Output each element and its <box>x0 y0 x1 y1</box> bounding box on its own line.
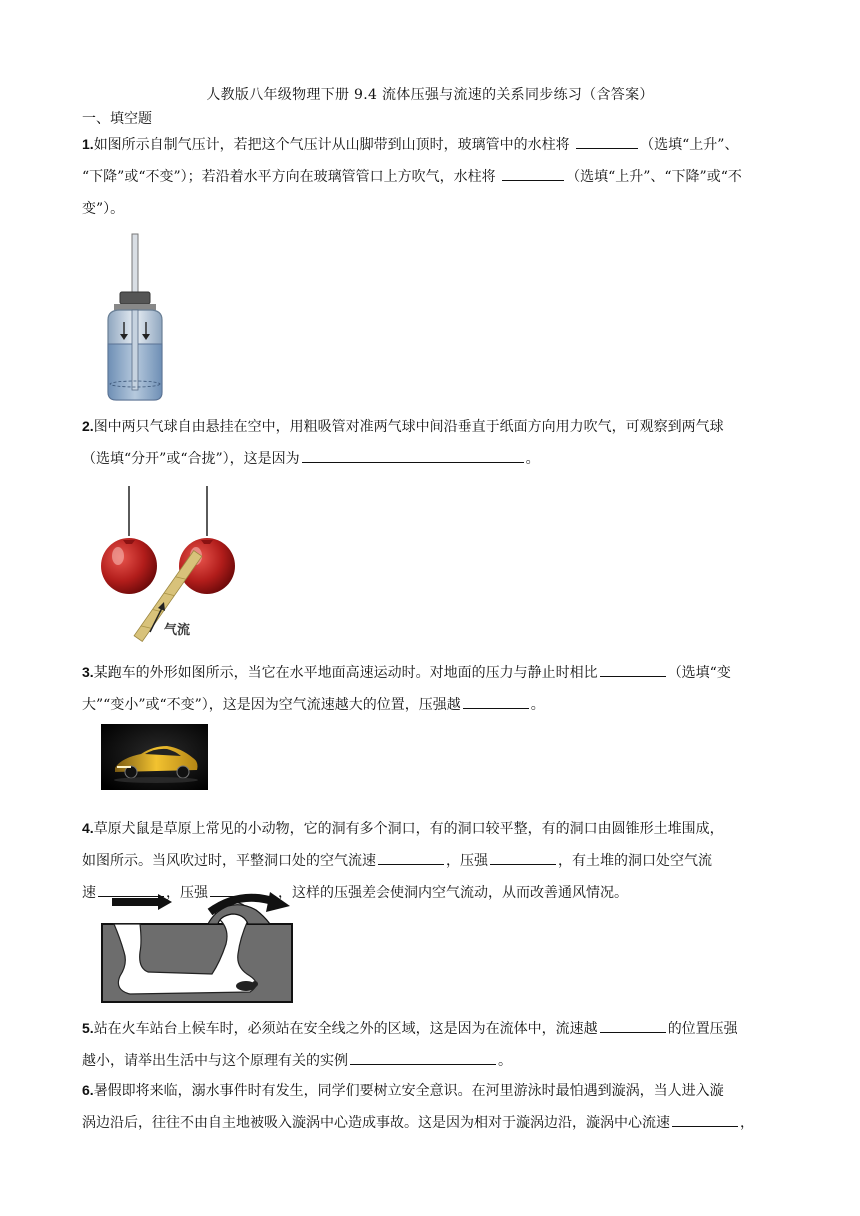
question-number: 3. <box>82 664 94 680</box>
question-line: 6.暑假即将来临，溺水事件时有发生，同学们要树立安全意识。在河里游泳时最怕遇到漩涡，当人进入漩 <box>82 1082 724 1099</box>
question-line: 3.某跑车的外形如图所示，当它在水平地面高速运动时。对地面的压力与静止时相比 （选填“变 <box>82 664 731 681</box>
section-heading: 一、填空题 <box>82 111 152 127</box>
answer-blank[interactable] <box>502 166 564 181</box>
answer-blank[interactable] <box>463 694 529 709</box>
question-line: 大”“变小”或“不变”），这是因为空气流速越大的位置，压强越 。 <box>82 689 782 721</box>
question-line: 变”）。 <box>82 201 125 217</box>
barometer-bottle-figure <box>100 232 170 404</box>
question-number: 6. <box>82 1082 94 1098</box>
question-line: （选填“分开”或“合拢”），这是因为 。 <box>82 443 782 475</box>
wind-arrow-icon <box>158 894 172 910</box>
answer-blank[interactable] <box>302 448 524 463</box>
wind-arrow-icon <box>266 892 290 912</box>
left-balloon <box>101 538 157 594</box>
question-5 <box>82 1012 782 1077</box>
question-line: 5.站在火车站台上候车时，必须站在安全线之外的区域，这是因为在流体中，流速越 的位置压强 <box>82 1020 738 1037</box>
question-line: 1.如图所示自制气压计，若把这个气压计从山脚带到山顶时，玻璃管中的水柱将 （选填“上升”、 <box>82 136 739 153</box>
airflow-label: 气流 <box>164 622 191 637</box>
question-line: 越小，请举出生活中与这个原理有关的实例 。 <box>82 1045 782 1077</box>
question-line: 涡边沿后，往往不由自主地被吸入漩涡中心造成事故。这是因为相对于漩涡边沿，漩涡中心流速 ， <box>82 1107 782 1139</box>
question-number: 2. <box>82 418 94 434</box>
answer-blank[interactable] <box>672 1112 738 1127</box>
question-number: 4. <box>82 820 94 836</box>
answer-blank[interactable] <box>378 850 444 865</box>
balloons-figure <box>100 484 235 646</box>
question-3 <box>82 656 782 721</box>
answer-blank[interactable] <box>576 134 638 149</box>
page-title: 人教版八年级物理下册 9.4 流体压强与流速的关系同步练习（含答案） <box>206 87 654 103</box>
sports-car-figure <box>101 724 208 790</box>
answer-blank[interactable] <box>350 1050 496 1065</box>
question-number: 1. <box>82 136 94 152</box>
answer-blank[interactable] <box>490 850 556 865</box>
question-number: 5. <box>82 1020 94 1036</box>
question-line: 如图所示。当风吹过时，平整洞口处的空气流速 ，压强 ，有土堆的洞口处空气流 <box>82 845 782 877</box>
answer-blank[interactable] <box>600 1018 666 1033</box>
question-1 <box>82 128 782 225</box>
question-line: 速 ，压强 ，这样的压强差会使洞内空气流动，从而改善通风情况。 <box>82 877 782 909</box>
question-line: 2.图中两只气球自由悬挂在空中，用粗吸管对准两气球中间沿垂直于纸面方向用力吹气，可观察到两气球 <box>82 418 724 435</box>
question-6 <box>82 1074 782 1139</box>
question-line: “下降”或“不变”）；若沿着水平方向在玻璃管管口上方吹气，水柱将 （选填“上升”、“下降”或“不 <box>82 161 782 193</box>
question-2 <box>82 410 782 475</box>
question-line: 4.草原犬鼠是草原上常见的小动物，它的洞有多个洞口，有的洞口较平整，有的洞口由圆锥形土堆围成， <box>82 820 724 837</box>
burrow-figure <box>100 892 296 1004</box>
answer-blank[interactable] <box>600 662 666 677</box>
